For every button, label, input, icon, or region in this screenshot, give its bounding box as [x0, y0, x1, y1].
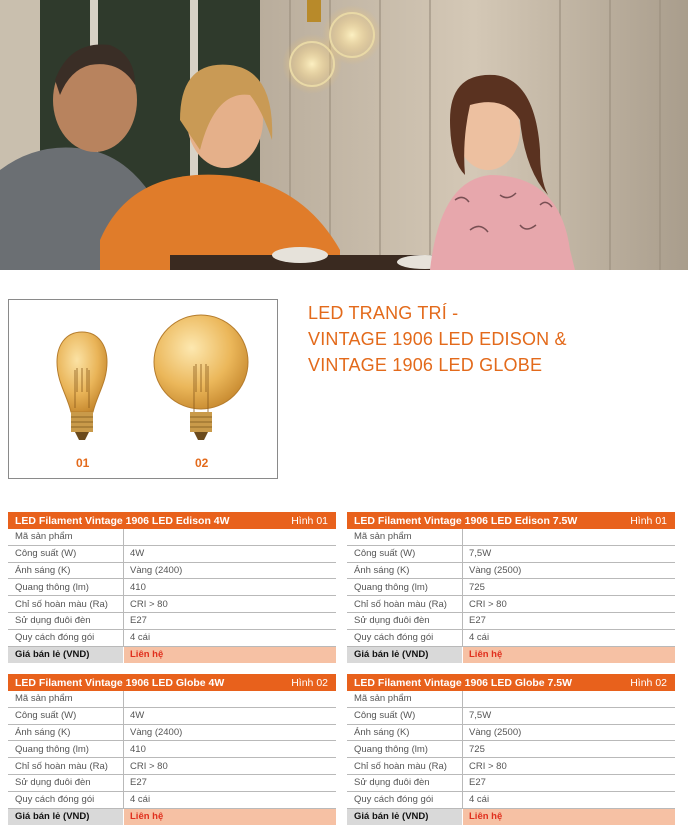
- spec-value: E27: [469, 777, 486, 789]
- globe-bulb-icon: [154, 315, 248, 440]
- spec-value: Vàng (2400): [130, 726, 183, 738]
- spec-value: 725: [469, 743, 485, 755]
- spec-table-figure: Hình 01: [291, 514, 328, 527]
- spec-value: CRI > 80: [130, 760, 168, 772]
- spec-key: Quang thông (lm): [8, 741, 124, 757]
- spec-row-price: [347, 647, 675, 663]
- spec-value: CRI > 80: [469, 760, 507, 772]
- spec-row-product-code: [8, 691, 336, 708]
- spec-row-luminous-flux: [8, 579, 336, 596]
- spec-row-light: [347, 563, 675, 580]
- spec-value: 410: [130, 581, 146, 593]
- bulbs-illustration: [9, 300, 277, 478]
- spec-row-socket: [8, 613, 336, 630]
- spec-row-price: [8, 809, 336, 825]
- spec-key: Quang thông (lm): [347, 579, 463, 595]
- price-label: Giá bán lẻ (VND): [8, 809, 124, 825]
- spec-table-header: [8, 674, 336, 691]
- price-value: Liên hệ: [463, 647, 675, 663]
- spec-table-title: LED Filament Vintage 1906 LED Globe 7.5W: [354, 676, 573, 689]
- spec-key: Chỉ số hoàn màu (Ra): [347, 596, 463, 612]
- edison-bulb-icon: [57, 332, 107, 440]
- spec-value: 4 cái: [130, 794, 151, 806]
- spec-row-socket: [8, 775, 336, 792]
- spec-table-title: LED Filament Vintage 1906 LED Edison 7.5W: [354, 514, 578, 527]
- spec-value: E27: [130, 777, 147, 789]
- title-line-3: VINTAGE 1906 LED GLOBE: [308, 355, 543, 375]
- spec-table-globe-4w: [8, 674, 336, 825]
- spec-table-title: LED Filament Vintage 1906 LED Edison 4W: [15, 514, 230, 527]
- spec-row-cri: [8, 758, 336, 775]
- spec-row-power: [8, 546, 336, 563]
- spec-row-power: [8, 708, 336, 725]
- spec-key: Mã sản phẩm: [8, 529, 124, 545]
- spec-key: Sử dụng đuôi đèn: [347, 613, 463, 629]
- spec-table-figure: Hình 02: [291, 676, 328, 689]
- spec-row-luminous-flux: [8, 741, 336, 758]
- spec-table-edison-7-5w: [347, 512, 675, 663]
- spec-key: Sử dụng đuôi đèn: [8, 775, 124, 791]
- price-label: Giá bán lẻ (VND): [347, 647, 463, 663]
- price-value: Liên hệ: [463, 809, 675, 825]
- spec-value: CRI > 80: [130, 598, 168, 610]
- spec-row-light: [8, 725, 336, 742]
- spec-value: 725: [469, 581, 485, 593]
- spec-value: CRI > 80: [469, 598, 507, 610]
- spec-value: 410: [130, 743, 146, 755]
- product-image-box: [8, 299, 278, 479]
- spec-key: Công suất (W): [8, 708, 124, 724]
- spec-table-figure: Hình 01: [630, 514, 667, 527]
- spec-row-socket: [347, 775, 675, 792]
- spec-row-power: [347, 708, 675, 725]
- spec-key: Sử dụng đuôi đèn: [8, 613, 124, 629]
- spec-table-globe-7-5w: [347, 674, 675, 825]
- spec-value: E27: [469, 615, 486, 627]
- spec-row-product-code: [347, 691, 675, 708]
- spec-key: Quy cách đóng gói: [8, 792, 124, 808]
- spec-value: 7,5W: [469, 548, 492, 560]
- spec-key: Quy cách đóng gói: [347, 792, 463, 808]
- spec-table-title: LED Filament Vintage 1906 LED Globe 4W: [15, 676, 225, 689]
- spec-table-header: [8, 512, 336, 529]
- bulb-label-02: 02: [195, 456, 209, 470]
- spec-table-header: [347, 512, 675, 529]
- family-dinner-illustration: [0, 0, 688, 270]
- title-line-1: LED TRANG TRÍ -: [308, 303, 459, 323]
- spec-key: Quy cách đóng gói: [347, 630, 463, 646]
- spec-value: E27: [130, 615, 147, 627]
- spec-row-product-code: [8, 529, 336, 546]
- spec-key: Chỉ số hoàn màu (Ra): [8, 758, 124, 774]
- price-value: Liên hệ: [124, 647, 336, 663]
- price-value: Liên hệ: [124, 809, 336, 825]
- spec-row-price: [347, 809, 675, 825]
- spec-row-price: [8, 647, 336, 663]
- spec-key: Ánh sáng (K): [8, 725, 124, 741]
- spec-value: Vàng (2400): [130, 564, 183, 576]
- spec-key: Chỉ số hoàn màu (Ra): [8, 596, 124, 612]
- spec-key: Mã sản phẩm: [8, 691, 124, 707]
- spec-key: Ánh sáng (K): [8, 563, 124, 579]
- spec-value: 7,5W: [469, 710, 492, 722]
- spec-key: Quang thông (lm): [347, 741, 463, 757]
- spec-row-power: [347, 546, 675, 563]
- spec-key: Công suất (W): [347, 708, 463, 724]
- price-label: Giá bán lẻ (VND): [8, 647, 124, 663]
- title-line-2: VINTAGE 1906 LED EDISON &: [308, 329, 567, 349]
- spec-value: 4W: [130, 710, 145, 722]
- spec-row-light: [347, 725, 675, 742]
- spec-row-packaging: [347, 630, 675, 647]
- spec-key: Công suất (W): [8, 546, 124, 562]
- spec-key: Mã sản phẩm: [347, 691, 463, 707]
- spec-row-cri: [347, 596, 675, 613]
- spec-row-light: [8, 563, 336, 580]
- spec-row-luminous-flux: [347, 579, 675, 596]
- spec-value: 4 cái: [469, 632, 490, 644]
- spec-key: Chỉ số hoàn màu (Ra): [347, 758, 463, 774]
- spec-value: 4 cái: [130, 632, 151, 644]
- spec-row-product-code: [347, 529, 675, 546]
- spec-row-cri: [347, 758, 675, 775]
- spec-key: Ánh sáng (K): [347, 725, 463, 741]
- spec-row-packaging: [8, 630, 336, 647]
- spec-row-luminous-flux: [347, 741, 675, 758]
- spec-row-cri: [8, 596, 336, 613]
- spec-row-socket: [347, 613, 675, 630]
- page-title: [308, 300, 567, 378]
- spec-row-packaging: [347, 792, 675, 809]
- spec-key: Công suất (W): [347, 546, 463, 562]
- price-label: Giá bán lẻ (VND): [347, 809, 463, 825]
- spec-key: Ánh sáng (K): [347, 563, 463, 579]
- hero-photo: [0, 0, 688, 270]
- spec-value: 4 cái: [469, 794, 490, 806]
- spec-value: 4W: [130, 548, 145, 560]
- spec-row-packaging: [8, 792, 336, 809]
- spec-key: Quy cách đóng gói: [8, 630, 124, 646]
- bulb-label-01: 01: [76, 456, 90, 470]
- spec-table-figure: Hình 02: [630, 676, 667, 689]
- spec-table-edison-4w: [8, 512, 336, 663]
- spec-table-header: [347, 674, 675, 691]
- spec-key: Sử dụng đuôi đèn: [347, 775, 463, 791]
- spec-key: Mã sản phẩm: [347, 529, 463, 545]
- spec-value: Vàng (2500): [469, 726, 522, 738]
- spec-value: Vàng (2500): [469, 564, 522, 576]
- spec-key: Quang thông (lm): [8, 579, 124, 595]
